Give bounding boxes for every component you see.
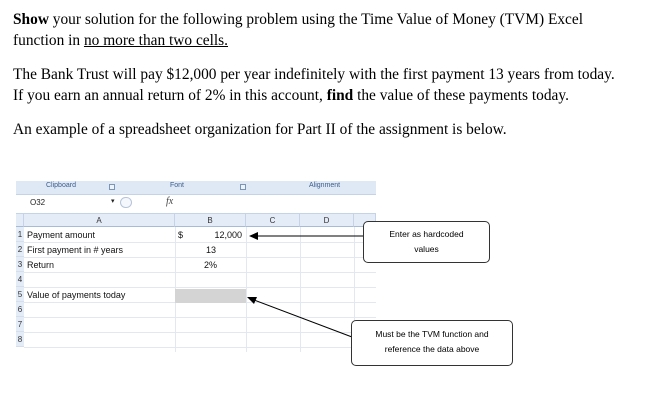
arrow-head-hardcoded [249, 232, 258, 240]
arrow-head-tvm [247, 297, 257, 304]
column-header-c[interactable]: C [246, 214, 300, 227]
row-header-7[interactable]: 7 [16, 317, 24, 332]
cell-b1-currency: $ [178, 230, 184, 240]
row-header-5[interactable]: 5 [16, 287, 24, 302]
cell-a3[interactable]: Return [27, 260, 55, 270]
find-word: find [326, 87, 354, 104]
ribbon-clipboard[interactable]: Clipboard [46, 182, 76, 189]
problem-line-1: The Bank Trust will pay $12,000 per year indefinitely with the first payment 13 years from today. [13, 66, 615, 83]
cell-b2[interactable]: 13 [206, 245, 217, 255]
arrow-line-tvm [254, 300, 352, 337]
instruction-line-2: function in no more than two cells. [13, 32, 229, 49]
row-header-4[interactable]: 4 [16, 272, 24, 287]
chevron-down-icon[interactable]: ▾ [111, 198, 115, 205]
cell-a1[interactable]: Payment amount [27, 230, 96, 240]
row-header-8[interactable]: 8 [16, 332, 24, 347]
cell-a2[interactable]: First payment in # years [27, 245, 124, 255]
fx-icon[interactable]: fx [166, 196, 174, 207]
cell-a5[interactable]: Value of payments today [27, 290, 126, 300]
hardcoded-callout: Enter as hardcoded values [363, 221, 490, 263]
row-header-6[interactable]: 6 [16, 302, 24, 317]
column-header-a[interactable]: A [24, 214, 175, 227]
row-header-3[interactable]: 3 [16, 257, 24, 272]
column-header-d[interactable]: D [300, 214, 354, 227]
instruction-line-1: Show your solution for the following problem using the Time Value of Money (TVM) Excel [13, 11, 583, 28]
cell-b3[interactable]: 2% [204, 260, 218, 270]
name-box[interactable]: O32 [30, 198, 46, 207]
column-header-b[interactable]: B [175, 214, 246, 227]
show-word: Show [13, 11, 49, 28]
underlined-constraint: no more than two cells. [83, 32, 229, 49]
ribbon-font[interactable]: Font [170, 182, 185, 189]
problem-line-2: If you earn an annual return of 2% in this account, find the value of these payments today. [13, 87, 569, 104]
ribbon-alignment[interactable]: Alignment [309, 182, 341, 189]
tvm-callout: Must be the TVM function and reference the data above [351, 320, 513, 366]
cell-b1[interactable]: 12,000 [214, 230, 242, 240]
example-text: An example of a spreadsheet organization for Part II of the assignment is below. [13, 121, 507, 138]
row-header-1[interactable]: 1 [16, 227, 24, 242]
row-header-2[interactable]: 2 [16, 242, 24, 257]
